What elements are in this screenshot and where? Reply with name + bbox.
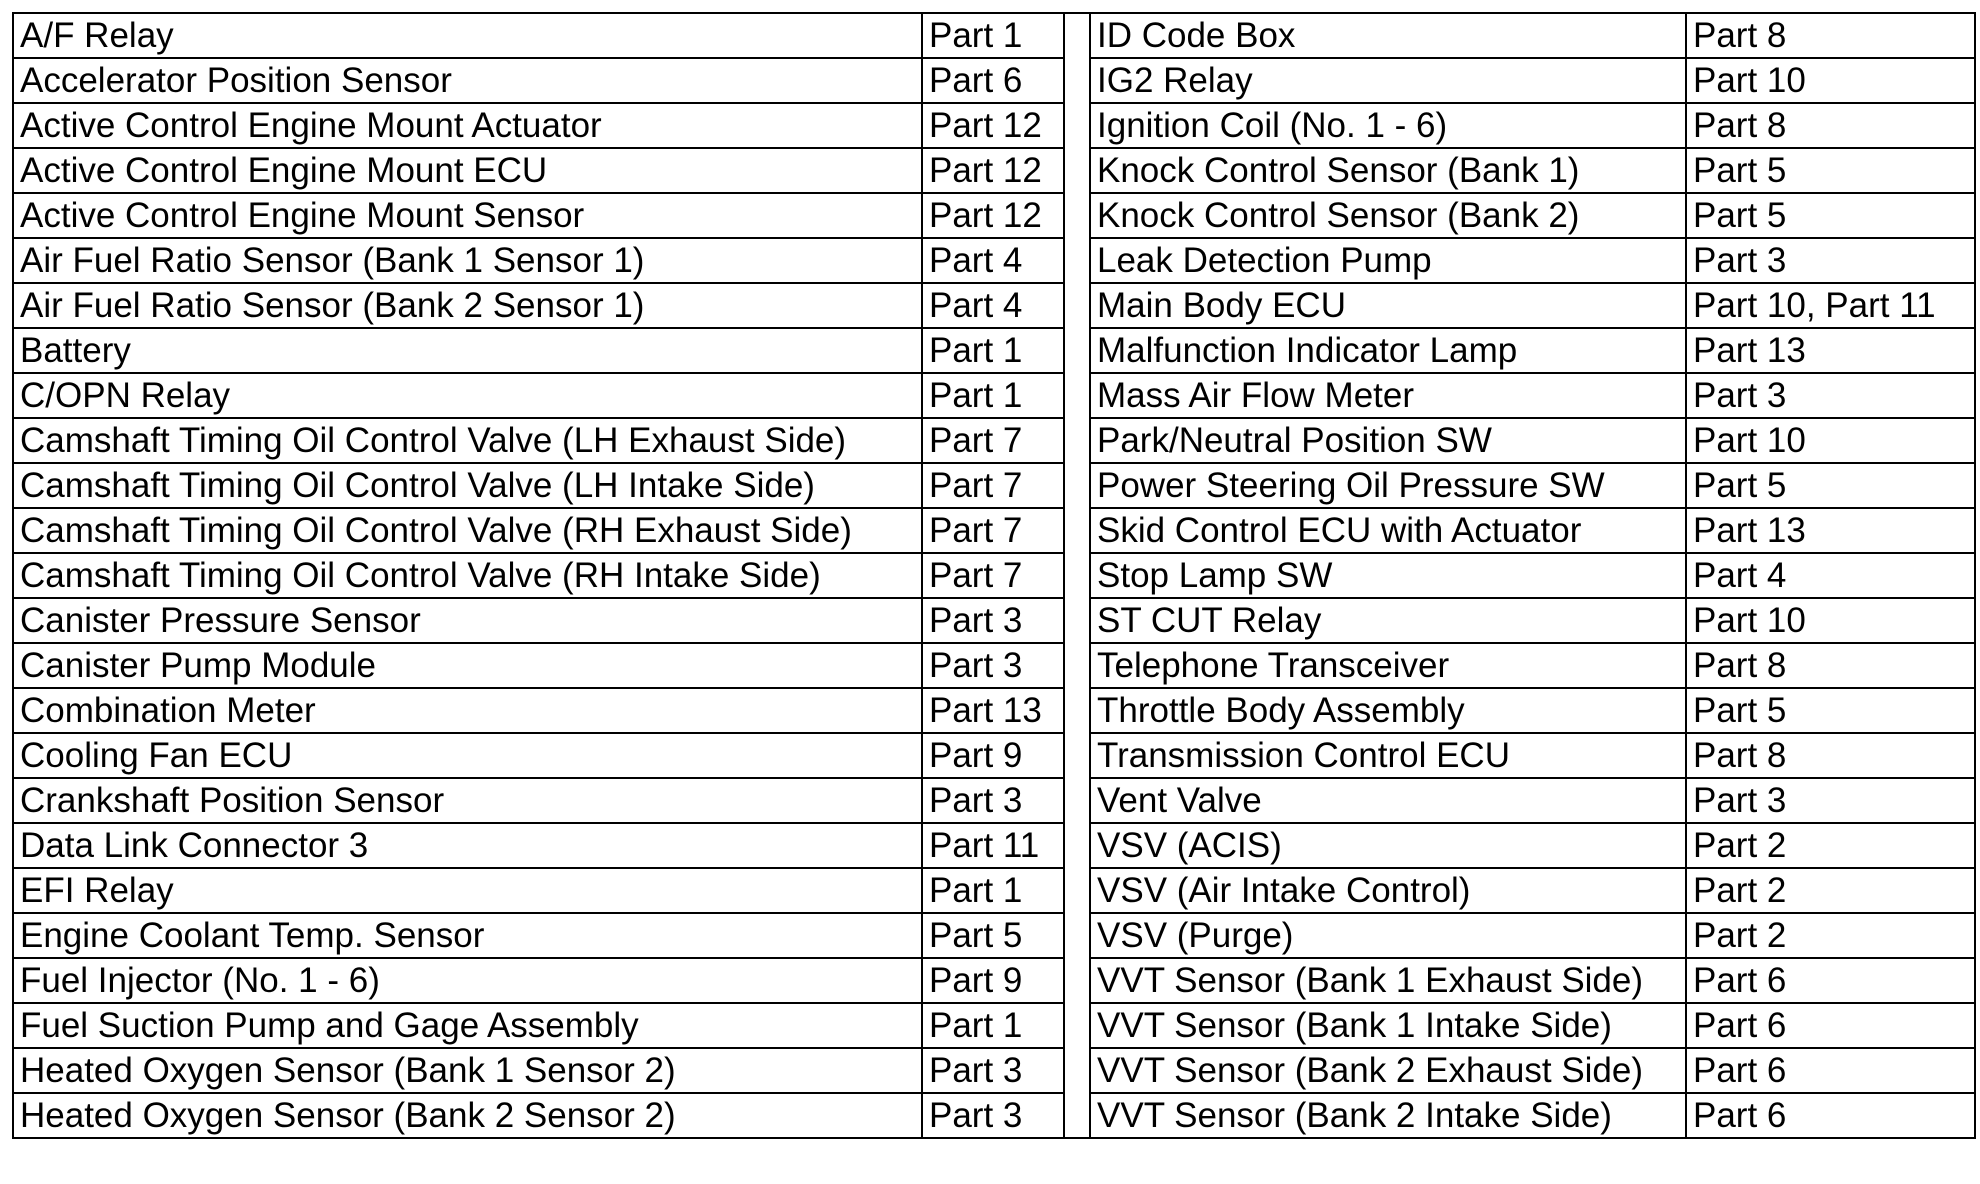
left-component-cell: Crankshaft Position Sensor — [13, 778, 922, 823]
right-component-cell: IG2 Relay — [1090, 58, 1686, 103]
left-part-cell: Part 1 — [922, 328, 1064, 373]
table-row — [13, 643, 1975, 688]
left-part-cell: Part 3 — [922, 598, 1064, 643]
table-row — [13, 1093, 1975, 1138]
left-part-cell: Part 12 — [922, 193, 1064, 238]
right-component-cell: VSV (ACIS) — [1090, 823, 1686, 868]
table-row — [13, 913, 1975, 958]
table-row — [13, 58, 1975, 103]
right-component-cell: VVT Sensor (Bank 1 Exhaust Side) — [1090, 958, 1686, 1003]
table-row — [13, 553, 1975, 598]
right-part-cell: Part 10 — [1686, 598, 1975, 643]
table-row — [13, 238, 1975, 283]
right-component-cell: Transmission Control ECU — [1090, 733, 1686, 778]
right-part-cell: Part 2 — [1686, 868, 1975, 913]
right-part-cell: Part 5 — [1686, 148, 1975, 193]
column-gap — [1064, 283, 1090, 328]
right-component-cell: Malfunction Indicator Lamp — [1090, 328, 1686, 373]
left-part-cell: Part 5 — [922, 913, 1064, 958]
right-part-cell: Part 8 — [1686, 103, 1975, 148]
left-component-cell: Camshaft Timing Oil Control Valve (LH Intake Side) — [13, 463, 922, 508]
table-row — [13, 463, 1975, 508]
left-component-cell: Canister Pump Module — [13, 643, 922, 688]
column-gap — [1064, 733, 1090, 778]
column-gap — [1064, 148, 1090, 193]
column-gap — [1064, 958, 1090, 1003]
right-part-cell: Part 6 — [1686, 1048, 1975, 1093]
table-row — [13, 103, 1975, 148]
right-part-cell: Part 13 — [1686, 328, 1975, 373]
left-component-cell: Heated Oxygen Sensor (Bank 1 Sensor 2) — [13, 1048, 922, 1093]
right-part-cell: Part 3 — [1686, 238, 1975, 283]
right-component-cell: ST CUT Relay — [1090, 598, 1686, 643]
table-row — [13, 733, 1975, 778]
left-part-cell: Part 4 — [922, 283, 1064, 328]
left-component-cell: EFI Relay — [13, 868, 922, 913]
left-part-cell: Part 12 — [922, 148, 1064, 193]
table-row — [13, 283, 1975, 328]
left-part-cell: Part 7 — [922, 463, 1064, 508]
right-part-cell: Part 8 — [1686, 643, 1975, 688]
right-part-cell: Part 3 — [1686, 778, 1975, 823]
right-component-cell: Mass Air Flow Meter — [1090, 373, 1686, 418]
table-row — [13, 373, 1975, 418]
left-component-cell: Camshaft Timing Oil Control Valve (RH Intake Side) — [13, 553, 922, 598]
right-part-cell: Part 8 — [1686, 733, 1975, 778]
left-component-cell: Fuel Suction Pump and Gage Assembly — [13, 1003, 922, 1048]
column-gap — [1064, 913, 1090, 958]
table-row — [13, 1003, 1975, 1048]
table-row — [13, 193, 1975, 238]
left-part-cell: Part 1 — [922, 868, 1064, 913]
left-component-cell: Combination Meter — [13, 688, 922, 733]
right-component-cell: VVT Sensor (Bank 2 Intake Side) — [1090, 1093, 1686, 1138]
right-part-cell: Part 5 — [1686, 688, 1975, 733]
right-part-cell: Part 6 — [1686, 1093, 1975, 1138]
column-gap — [1064, 778, 1090, 823]
left-part-cell: Part 9 — [922, 733, 1064, 778]
right-part-cell: Part 6 — [1686, 1003, 1975, 1048]
left-component-cell: Fuel Injector (No. 1 - 6) — [13, 958, 922, 1003]
column-gap — [1064, 1093, 1090, 1138]
right-part-cell: Part 5 — [1686, 193, 1975, 238]
column-gap — [1064, 463, 1090, 508]
left-component-cell: Air Fuel Ratio Sensor (Bank 1 Sensor 1) — [13, 238, 922, 283]
table-row — [13, 1048, 1975, 1093]
left-part-cell: Part 11 — [922, 823, 1064, 868]
right-part-cell: Part 10 — [1686, 418, 1975, 463]
right-part-cell: Part 10, Part 11 — [1686, 283, 1975, 328]
column-gap — [1064, 193, 1090, 238]
left-part-cell: Part 3 — [922, 1093, 1064, 1138]
right-component-cell: Skid Control ECU with Actuator — [1090, 508, 1686, 553]
column-gap — [1064, 328, 1090, 373]
left-part-cell: Part 6 — [922, 58, 1064, 103]
left-component-cell: Active Control Engine Mount Sensor — [13, 193, 922, 238]
table-row — [13, 958, 1975, 1003]
table-row — [13, 13, 1975, 58]
left-component-cell: Engine Coolant Temp. Sensor — [13, 913, 922, 958]
right-component-cell: Throttle Body Assembly — [1090, 688, 1686, 733]
left-component-cell: Air Fuel Ratio Sensor (Bank 2 Sensor 1) — [13, 283, 922, 328]
right-component-cell: VSV (Purge) — [1090, 913, 1686, 958]
left-part-cell: Part 1 — [922, 1003, 1064, 1048]
column-gap — [1064, 13, 1090, 58]
column-gap — [1064, 688, 1090, 733]
table-row — [13, 328, 1975, 373]
right-component-cell: Park/Neutral Position SW — [1090, 418, 1686, 463]
left-part-cell: Part 4 — [922, 238, 1064, 283]
column-gap — [1064, 1003, 1090, 1048]
left-part-cell: Part 3 — [922, 643, 1064, 688]
component-index-body — [13, 13, 1975, 1138]
left-part-cell: Part 7 — [922, 418, 1064, 463]
column-gap — [1064, 373, 1090, 418]
left-part-cell: Part 7 — [922, 508, 1064, 553]
column-gap — [1064, 823, 1090, 868]
right-component-cell: Leak Detection Pump — [1090, 238, 1686, 283]
right-component-cell: Knock Control Sensor (Bank 2) — [1090, 193, 1686, 238]
column-gap — [1064, 418, 1090, 463]
left-part-cell: Part 9 — [922, 958, 1064, 1003]
left-part-cell: Part 1 — [922, 373, 1064, 418]
right-component-cell: Vent Valve — [1090, 778, 1686, 823]
table-row — [13, 508, 1975, 553]
column-gap — [1064, 1048, 1090, 1093]
right-component-cell: Knock Control Sensor (Bank 1) — [1090, 148, 1686, 193]
right-part-cell: Part 10 — [1686, 58, 1975, 103]
left-component-cell: A/F Relay — [13, 13, 922, 58]
left-component-cell: Camshaft Timing Oil Control Valve (LH Exhaust Side) — [13, 418, 922, 463]
left-component-cell: Active Control Engine Mount ECU — [13, 148, 922, 193]
left-component-cell: Cooling Fan ECU — [13, 733, 922, 778]
column-gap — [1064, 58, 1090, 103]
left-component-cell: Heated Oxygen Sensor (Bank 2 Sensor 2) — [13, 1093, 922, 1138]
right-component-cell: Power Steering Oil Pressure SW — [1090, 463, 1686, 508]
right-part-cell: Part 8 — [1686, 13, 1975, 58]
component-index-table — [12, 12, 1976, 1139]
column-gap — [1064, 868, 1090, 913]
right-part-cell: Part 13 — [1686, 508, 1975, 553]
column-gap — [1064, 598, 1090, 643]
table-row — [13, 598, 1975, 643]
left-component-cell: Active Control Engine Mount Actuator — [13, 103, 922, 148]
column-gap — [1064, 508, 1090, 553]
column-gap — [1064, 553, 1090, 598]
left-part-cell: Part 7 — [922, 553, 1064, 598]
right-component-cell: VSV (Air Intake Control) — [1090, 868, 1686, 913]
left-component-cell: Camshaft Timing Oil Control Valve (RH Exhaust Side) — [13, 508, 922, 553]
right-component-cell: Ignition Coil (No. 1 - 6) — [1090, 103, 1686, 148]
left-component-cell: C/OPN Relay — [13, 373, 922, 418]
table-row — [13, 148, 1975, 193]
column-gap — [1064, 643, 1090, 688]
right-component-cell: VVT Sensor (Bank 1 Intake Side) — [1090, 1003, 1686, 1048]
left-component-cell: Data Link Connector 3 — [13, 823, 922, 868]
left-part-cell: Part 13 — [922, 688, 1064, 733]
right-part-cell: Part 3 — [1686, 373, 1975, 418]
right-component-cell: Stop Lamp SW — [1090, 553, 1686, 598]
right-component-cell: Main Body ECU — [1090, 283, 1686, 328]
column-gap — [1064, 238, 1090, 283]
right-component-cell: ID Code Box — [1090, 13, 1686, 58]
table-row — [13, 868, 1975, 913]
table-row — [13, 688, 1975, 733]
right-component-cell: Telephone Transceiver — [1090, 643, 1686, 688]
left-component-cell: Canister Pressure Sensor — [13, 598, 922, 643]
column-gap — [1064, 103, 1090, 148]
left-component-cell: Battery — [13, 328, 922, 373]
right-part-cell: Part 5 — [1686, 463, 1975, 508]
left-component-cell: Accelerator Position Sensor — [13, 58, 922, 103]
right-part-cell: Part 2 — [1686, 823, 1975, 868]
left-part-cell: Part 12 — [922, 103, 1064, 148]
table-row — [13, 778, 1975, 823]
left-part-cell: Part 3 — [922, 778, 1064, 823]
table-row — [13, 823, 1975, 868]
left-part-cell: Part 3 — [922, 1048, 1064, 1093]
right-part-cell: Part 6 — [1686, 958, 1975, 1003]
right-component-cell: VVT Sensor (Bank 2 Exhaust Side) — [1090, 1048, 1686, 1093]
right-part-cell: Part 4 — [1686, 553, 1975, 598]
table-row — [13, 418, 1975, 463]
right-part-cell: Part 2 — [1686, 913, 1975, 958]
left-part-cell: Part 1 — [922, 13, 1064, 58]
